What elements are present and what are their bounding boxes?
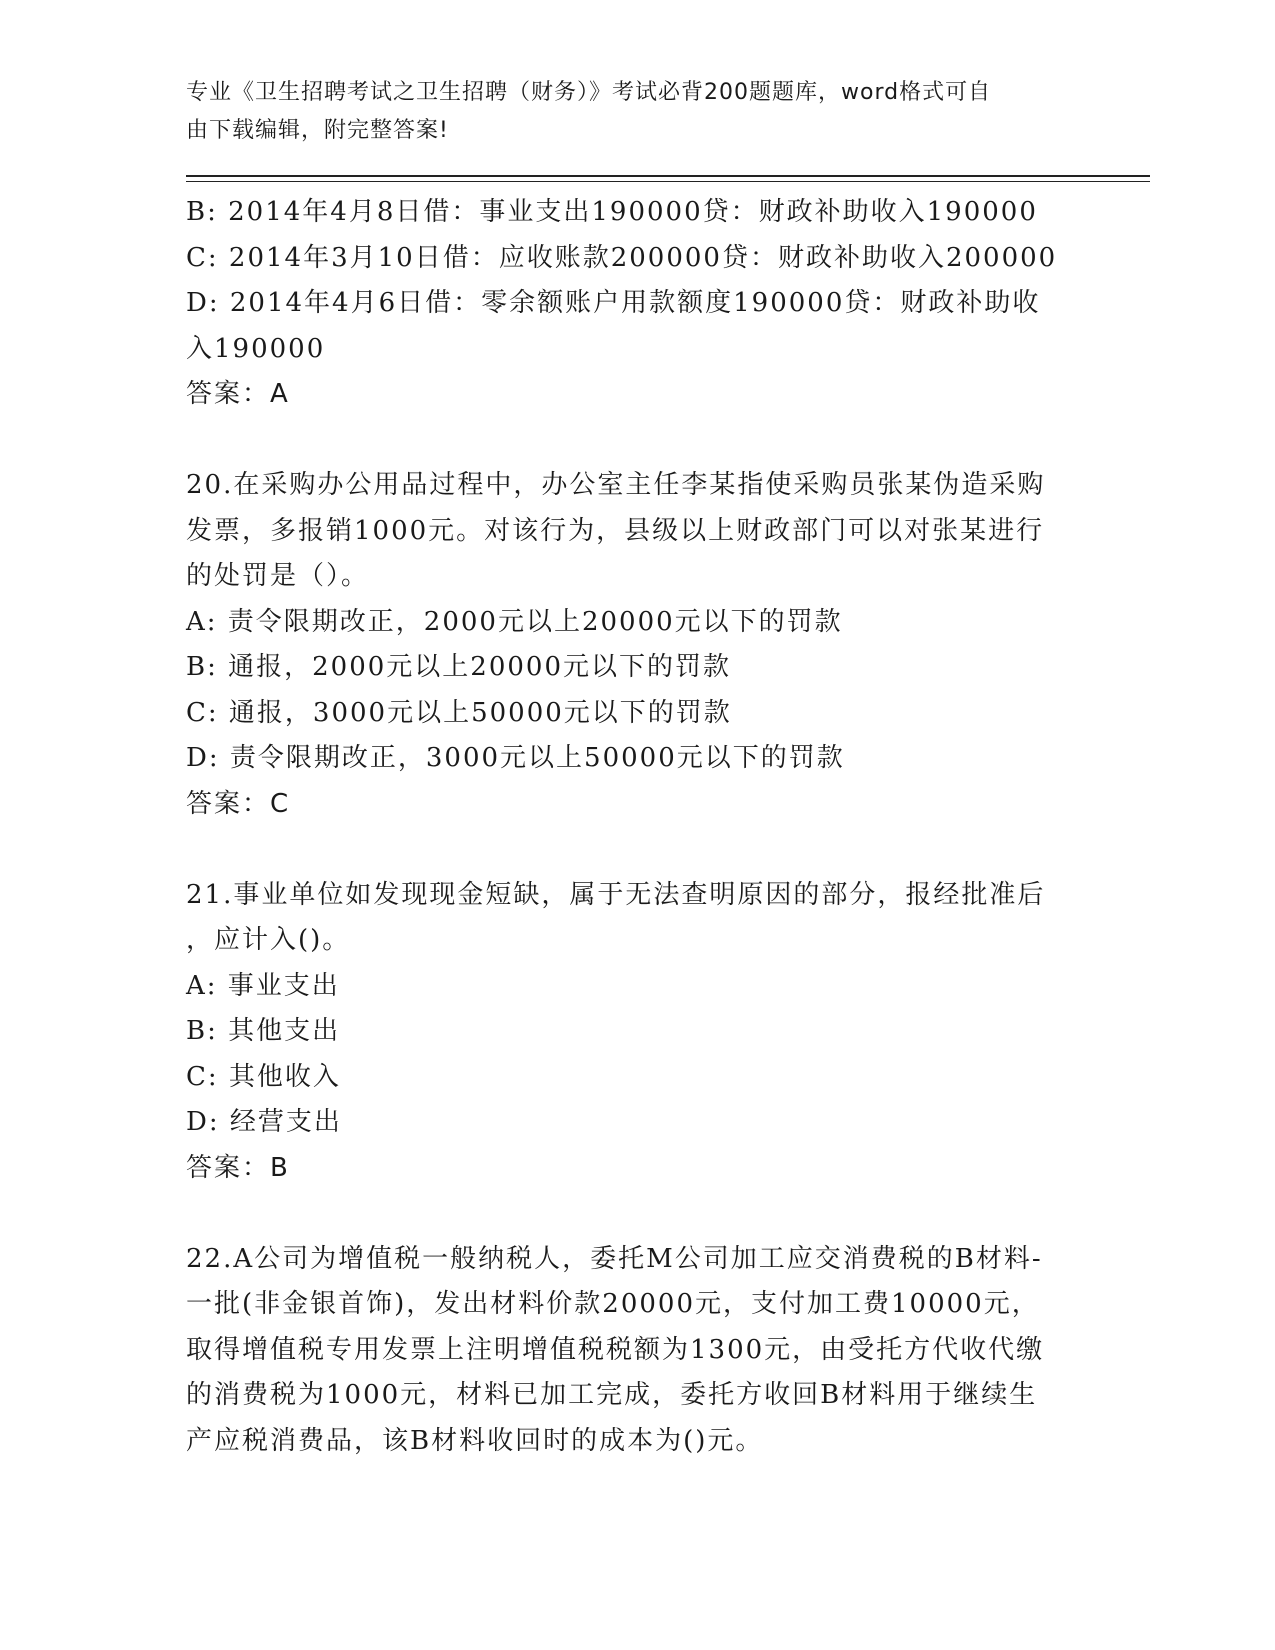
spacer xyxy=(186,827,1086,873)
question-stem: 产应税消费品，该B材料收回时的成本为()元。 xyxy=(186,1425,764,1456)
question-stem: 发票，多报销1000元。对该行为，县级以上财政部门可以对张某进行 xyxy=(186,515,1045,546)
header-title-line-2: 由下载编辑，附完整答案! xyxy=(186,118,449,143)
spacer xyxy=(186,418,1086,464)
question-21-block xyxy=(186,873,1086,1192)
question-stem: 的消费税为1000元，材料已加工完成，委托方收回B材料用于继续生 xyxy=(186,1380,1038,1410)
question-stem: 一批(非金银首饰)，发出材料价款20000元，支付加工费10000元， xyxy=(186,1289,1040,1319)
question-19-block xyxy=(186,190,1086,418)
question-stem: 21.事业单位如发现现金短缺，属于无法查明原因的部分，报经批准后 xyxy=(186,879,1046,910)
question-stem: 取得增值税专用发票上注明增值税税额为1300元，由受托方代收代缴 xyxy=(186,1334,1045,1365)
option-d: D: 2014年4月6日借：零余额账户用款额度190000贷：财政补助收 xyxy=(186,288,1041,318)
option-d: D: 责令限期改正，3000元以上50000元以下的罚款 xyxy=(186,743,845,773)
header-title-line-1: 专业《卫生招聘考试之卫生招聘（财务）》考试必背200题题库，word格式可自 xyxy=(186,80,992,105)
option-b: B: 2014年4月8日借：事业支出190000贷：财政补助收入190000 xyxy=(186,197,1038,227)
option-a: A: 责令限期改正，2000元以上20000元以下的罚款 xyxy=(186,606,843,637)
option-c: C: 通报，3000元以上50000元以下的罚款 xyxy=(186,697,732,728)
question-stem: 22.A公司为增值税一般纳税人，委托M公司加工应交消费税的B材料- xyxy=(186,1243,1043,1274)
option-b: B: 其他支出 xyxy=(186,1016,341,1046)
option-c: C: 2014年3月10日借：应收账款200000贷：财政补助收入200000 xyxy=(186,242,1058,273)
option-a: A: 事业支出 xyxy=(186,970,340,1001)
question-stem: 20.在采购办公用品过程中，办公室主任李某指使采购员张某伪造采购 xyxy=(186,470,1046,500)
question-20-block xyxy=(186,463,1086,827)
answer-label: 答案：B xyxy=(186,1152,290,1183)
answer-label: 答案：C xyxy=(186,788,291,819)
answer-label: 答案：A xyxy=(186,379,290,409)
question-stem: ，应计入()。 xyxy=(186,925,351,955)
question-stem: 的处罚是（）。 xyxy=(186,561,370,591)
question-content xyxy=(186,190,1086,1464)
option-d-continued: 入190000 xyxy=(186,333,326,364)
header-divider-thick xyxy=(186,175,1150,177)
header-divider-thin xyxy=(186,181,1150,182)
option-b: B: 通报，2000元以上20000元以下的罚款 xyxy=(186,652,732,682)
option-c: C: 其他收入 xyxy=(186,1061,341,1092)
option-d: D: 经营支出 xyxy=(186,1107,342,1137)
spacer xyxy=(186,1191,1086,1237)
question-22-block xyxy=(186,1237,1086,1465)
document-header xyxy=(186,74,1066,150)
